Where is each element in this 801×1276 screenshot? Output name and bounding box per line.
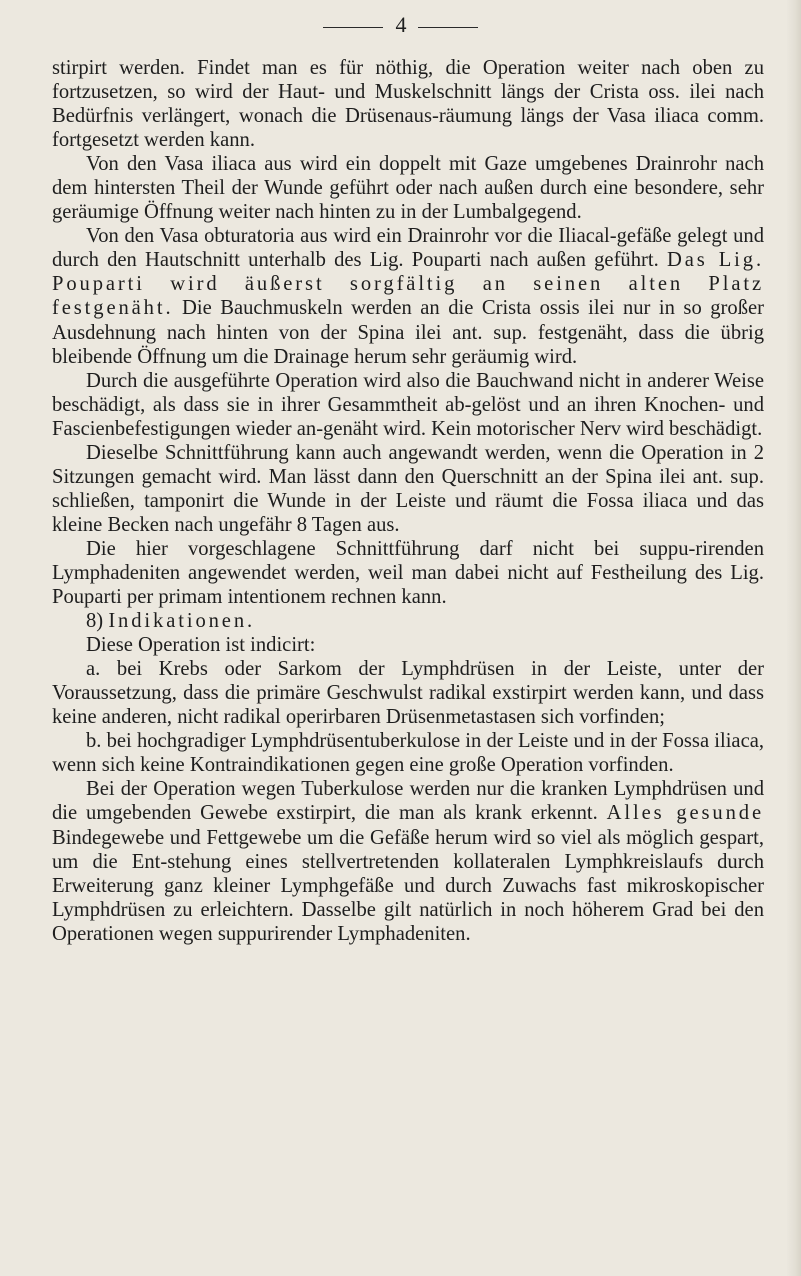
paragraph: [52, 657, 764, 729]
page-edge-shadow: [787, 0, 801, 1276]
text-run: Diese Operation ist indicirt:: [86, 634, 316, 657]
paragraph: [52, 224, 764, 368]
paragraph: [52, 537, 764, 609]
paragraph: [52, 609, 764, 633]
text-run: b. bei hochgradiger Lymphdrüsentuberkulose in der Leiste und in der Fossa iliaca, wenn sich keine Kontraindikationen gegen eine große Operation vorfinden.: [52, 730, 764, 777]
header-rule-left: [323, 27, 383, 28]
paragraph: [52, 56, 764, 152]
spaced-text: Das Lig. Pouparti wird äußerst sorgfältig an seinen alten Platz festgenäht.: [52, 249, 764, 320]
text-run: Durch die ausgeführte Operation wird also die Bauchwand nicht in anderer Weise beschädigt, als dass sie in ihrer Gesammtheit ab-gelöst und an ihren Knochen- und Fascienbefestigungen wieder an-genäht wird. Kein motorischer Nerv wird beschädigt.: [52, 369, 764, 440]
body-text: [52, 56, 764, 946]
text-run: Von den Vasa obturatoria aus wird ein Drainrohr vor die Iliacal-gefäße gelegt und durch den Hautschnitt unterhalb des Lig. Pouparti nach außen geführt.: [52, 225, 764, 272]
text-run: Die Bauchmuskeln werden an die Crista ossis ilei nur in so großer Ausdehnung nach hinten von der Spina ilei ant. sup. festgenäht, dass die übrig bleibende Öffnung um die Drainage herum sehr geräumig wird.: [52, 297, 764, 368]
text-run: Dieselbe Schnittführung kann auch angewandt werden, wenn die Operation in 2 Sitzungen gemacht wird. Man lässt dann den Querschnitt an der Spina ilei ant. sup. schließen, tamponirt die Wunde in der Leiste und räumt die Fossa iliaca und das kleine Becken nach ungefähr 8 Tagen aus.: [52, 441, 764, 536]
text-run: 8): [86, 610, 109, 633]
text-run: Die hier vorgeschlagene Schnittführung darf nicht bei suppu-rirenden Lymphadeniten angewendet werden, weil man dabei nicht auf Festheilung des Lig. Pouparti per primam intentionem rechnen kann.: [52, 537, 764, 609]
paragraph: [52, 633, 764, 657]
text-run: stirpirt werden. Findet man es für nöthig, die Operation weiter nach oben zu fortzusetzen, so wird der Haut- und Muskelschnitt längs der Crista oss. ilei nach Bedürfnis verlängert, wonach die Drüsenaus-räumung längs der Vasa iliaca comm. fortgesetzt werden kann.: [52, 57, 764, 152]
page-number: 4: [395, 12, 407, 37]
spaced-text: Alles gesunde: [606, 802, 764, 825]
text-run: Bindegewebe und Fettgewebe um die Gefäße herum wird so viel als möglich gespart, um die Ent-stehung eines stellvertretenden kollateralen Lymphkreislaufs durch Erweiterung ganz kleiner Lymphgefäße und durch Zuwachs fast mikroskopischer Lymphdrüsen zu erleichtern. Dasselbe gilt natürlich in noch höherem Grad bei den Operationen wegen suppurirender Lymphadeniten.: [52, 826, 764, 945]
header-rule-right: [418, 27, 478, 28]
paragraph: [52, 441, 764, 537]
text-run: Von den Vasa iliaca aus wird ein doppelt mit Gaze umgebenes Drainrohr nach dem hintersten Theil der Wunde geführt oder nach außen durch eine besondere, sehr geräumige Öffnung weiter nach hinten zu in der Lumbalgegend.: [52, 153, 764, 224]
spaced-text: Indikationen.: [108, 610, 256, 633]
paragraph: [52, 152, 764, 224]
page-header: [0, 12, 801, 38]
text-run: Bei der Operation wegen Tuberkulose werden nur die kranken Lymphdrüsen und die umgebenden Gewebe exstirpirt, die man als krank erkennt.: [52, 778, 764, 825]
paragraph: [52, 369, 764, 441]
paragraph: [52, 729, 764, 777]
paragraph: [52, 777, 764, 945]
text-run: a. bei Krebs oder Sarkom der Lymphdrüsen in der Leiste, unter der Voraussetzung, dass die primäre Geschwulst radikal exstirpirt werden kann, und dass keine anderen, nicht radikal operirbaren Drüsenmetastasen sich vorfinden;: [52, 658, 764, 729]
